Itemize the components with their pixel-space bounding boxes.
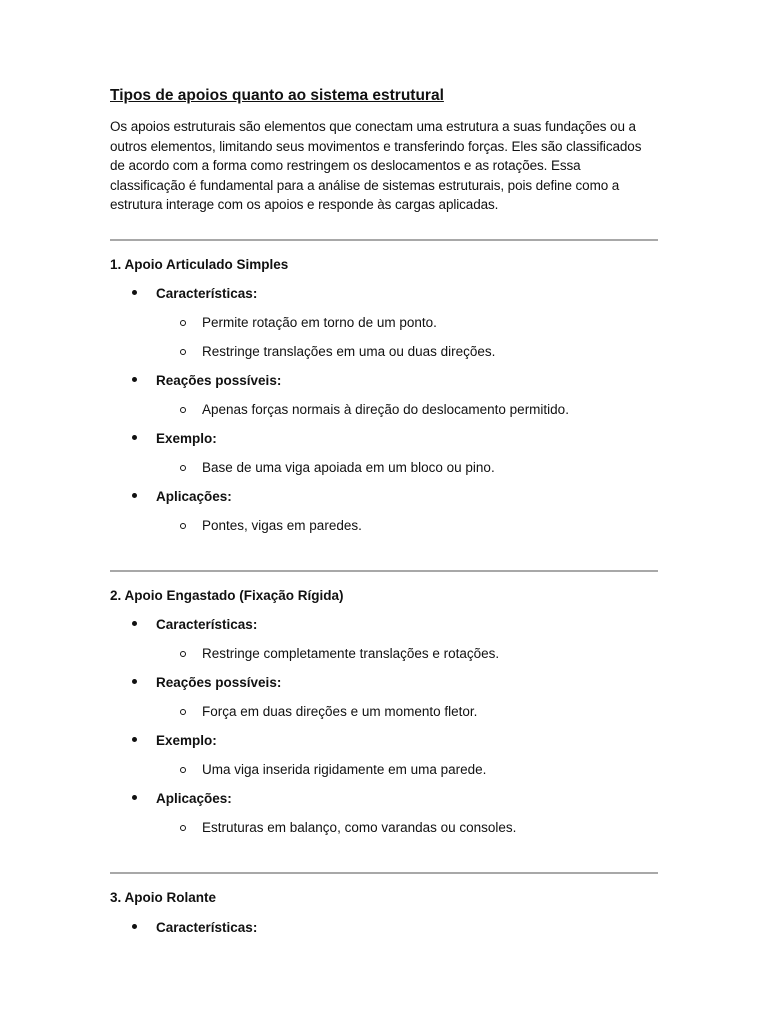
list-item xyxy=(110,372,658,401)
sub-item-text: Força em duas direções e um momento fletor. xyxy=(202,703,478,719)
sub-item xyxy=(110,343,658,372)
circle-bullet-icon xyxy=(180,825,186,831)
bullet-icon xyxy=(132,493,137,498)
bullet-icon xyxy=(132,377,137,382)
circle-bullet-icon xyxy=(180,523,186,529)
item-label: Características: xyxy=(156,285,258,301)
list-item xyxy=(110,285,658,314)
bullet-icon xyxy=(132,435,137,440)
sub-item xyxy=(110,703,658,732)
circle-bullet-icon xyxy=(180,349,186,355)
sub-item-text: Restringe completamente translações e rotações. xyxy=(202,645,500,661)
sub-item xyxy=(110,645,658,674)
item-label: Características: xyxy=(156,616,258,632)
sub-item xyxy=(110,459,658,488)
item-label: Exemplo: xyxy=(156,430,217,446)
section-3 xyxy=(110,889,658,948)
intro-paragraph: Os apoios estruturais são elementos que conectam uma estrutura a suas fundações ou a outros elementos, limitando seus movimentos e transferindo forças. Eles são classificados de acordo com a forma como restringem os deslocamentos e as rotações. Essa classificação é fundamental para a análise de sistemas estruturais, pois define como a estrutura interage com os apoios e responde às cargas aplicadas. xyxy=(110,119,642,212)
bullet-icon xyxy=(132,290,137,295)
section-divider xyxy=(110,570,658,572)
sub-item xyxy=(110,517,658,546)
sub-item xyxy=(110,819,658,848)
sub-item-text: Restringe translações em uma ou duas direções. xyxy=(202,343,496,359)
bullet-icon xyxy=(132,621,137,626)
list-item xyxy=(110,488,658,517)
sub-item xyxy=(110,314,658,343)
item-label: Aplicações: xyxy=(156,488,232,504)
circle-bullet-icon xyxy=(180,465,186,471)
sub-item-text: Pontes, vigas em paredes. xyxy=(202,517,362,533)
item-label: Reações possíveis: xyxy=(156,372,282,388)
section-2 xyxy=(110,587,658,848)
section-1 xyxy=(110,256,658,546)
document-title: Tipos de apoios quanto ao sistema estrutural xyxy=(110,87,444,104)
section-divider xyxy=(110,872,658,874)
sub-item-text: Uma viga inserida rigidamente em uma parede. xyxy=(202,761,487,777)
sub-item-text: Estruturas em balanço, como varandas ou consoles. xyxy=(202,819,517,835)
item-label: Aplicações: xyxy=(156,790,232,806)
circle-bullet-icon xyxy=(180,407,186,413)
bullet-icon xyxy=(132,924,137,929)
list-item xyxy=(110,919,658,948)
bullet-icon xyxy=(132,795,137,800)
circle-bullet-icon xyxy=(180,767,186,773)
bullet-icon xyxy=(132,737,137,742)
item-label: Exemplo: xyxy=(156,732,217,748)
list-item xyxy=(110,430,658,459)
sub-item-text: Base de uma viga apoiada em um bloco ou pino. xyxy=(202,459,495,475)
circle-bullet-icon xyxy=(180,320,186,326)
list-item xyxy=(110,732,658,761)
section-divider xyxy=(110,239,658,241)
section-title: 3. Apoio Rolante xyxy=(110,889,217,905)
list-item xyxy=(110,616,658,645)
section-title: 2. Apoio Engastado (Fixação Rígida) xyxy=(110,587,344,603)
sub-item xyxy=(110,761,658,790)
sub-item-text: Permite rotação em torno de um ponto. xyxy=(202,314,437,330)
item-label: Reações possíveis: xyxy=(156,674,282,690)
list-item xyxy=(110,790,658,819)
section-title: 1. Apoio Articulado Simples xyxy=(110,256,289,272)
sub-item xyxy=(110,401,658,430)
sub-item-text: Apenas forças normais à direção do deslocamento permitido. xyxy=(202,401,569,417)
circle-bullet-icon xyxy=(180,651,186,657)
document-page xyxy=(110,86,658,948)
bullet-icon xyxy=(132,679,137,684)
item-label: Características: xyxy=(156,919,258,935)
list-item xyxy=(110,674,658,703)
circle-bullet-icon xyxy=(180,709,186,715)
